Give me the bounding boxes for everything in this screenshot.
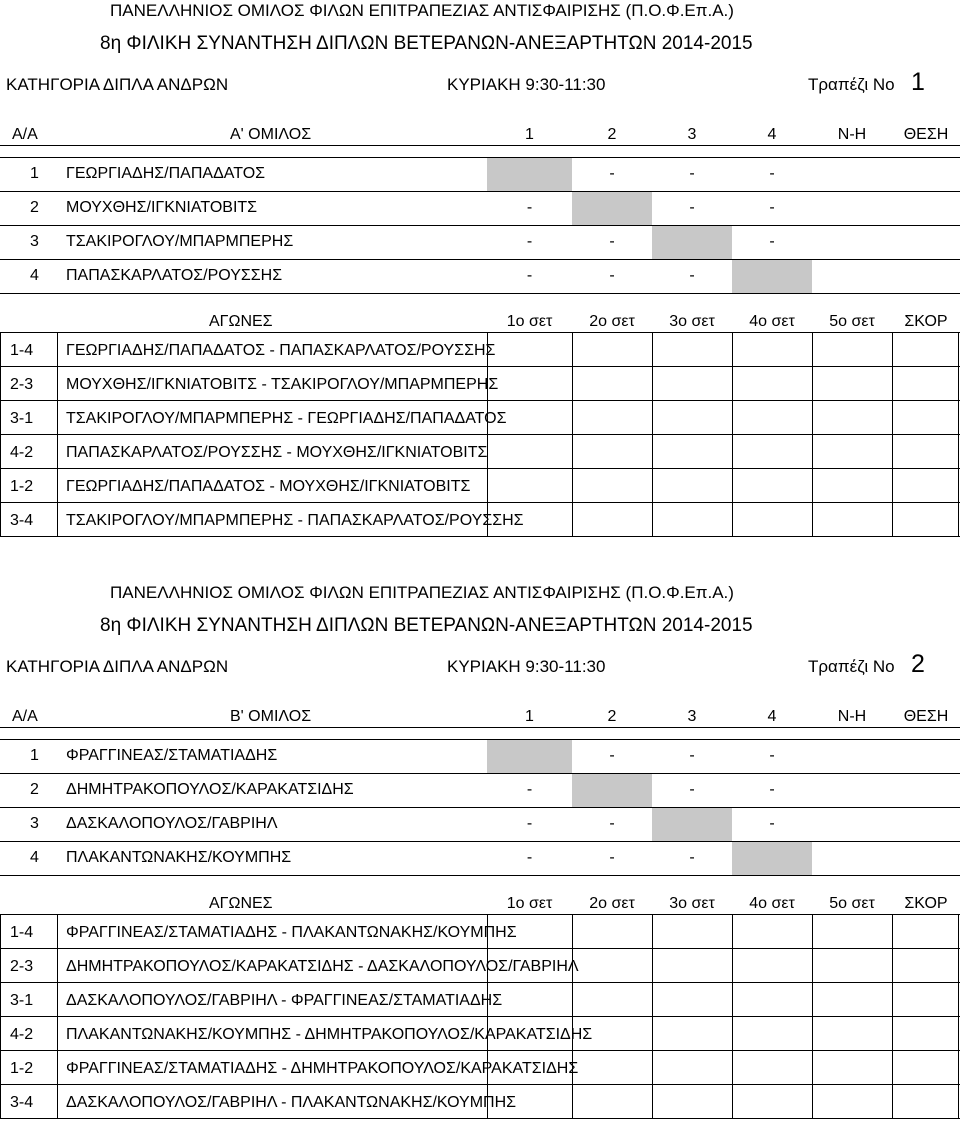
grid-line bbox=[958, 914, 959, 1118]
result-cell: - bbox=[526, 267, 533, 284]
grid-line bbox=[572, 914, 573, 1118]
grid-line bbox=[0, 948, 960, 949]
col-header-c1: 1 bbox=[525, 708, 534, 725]
match-pair: 2-3 bbox=[10, 376, 34, 393]
team-number: 4 bbox=[30, 849, 39, 866]
grid-line bbox=[0, 807, 960, 808]
grid-line bbox=[0, 1084, 960, 1085]
team-name: ΔΑΣΚΑΛΟΠΟΥΛΟΣ/ΓΑΒΡΙΗΛ bbox=[66, 815, 278, 832]
grid-line bbox=[0, 293, 960, 294]
result-cell: - bbox=[769, 781, 775, 798]
self-match-cell bbox=[732, 259, 812, 293]
set-header-score: ΣΚΟΡ bbox=[904, 895, 948, 912]
table-label: Τραπέζι Νο bbox=[808, 657, 895, 676]
grid-line bbox=[812, 914, 813, 1118]
grid-line bbox=[57, 332, 58, 536]
time-label: ΚΥΡΙΑΚΗ 9:30-11:30 bbox=[447, 657, 606, 676]
col-header-pos: ΘΕΣΗ bbox=[903, 126, 949, 143]
matches-header-underline bbox=[0, 914, 960, 915]
result-cell: - bbox=[609, 815, 615, 832]
team-number: 3 bbox=[30, 815, 39, 832]
header-underline bbox=[0, 145, 960, 146]
match-teams: ΦΡΑΓΓΙΝΕΑΣ/ΣΤΑΜΑΤΙΑΔΗΣ - ΔΗΜΗΤΡΑΚΟΠΟΥΛΟΣ/ΚΑΡΑΚΑΤΣΙΔΗΣ bbox=[66, 1060, 579, 1077]
grid-line bbox=[0, 536, 960, 537]
grid-line bbox=[0, 1016, 960, 1017]
match-teams: ΔΗΜΗΤΡΑΚΟΠΟΥΛΟΣ/ΚΑΡΑΚΑΤΣΙΔΗΣ - ΔΑΣΚΑΛΟΠΟΥΛΟΣ/ΓΑΒΡΙΗΛ bbox=[66, 958, 579, 975]
col-header-pos: ΘΕΣΗ bbox=[903, 708, 949, 725]
organization-title: ΠΑΝΕΛΛΗΝΙΟΣ ΟΜΙΛΟΣ ΦΙΛΩΝ ΕΠΙΤΡΑΠΕΖΙΑΣ ΑΝΤΙΣΦΑΙΡΙΣΗΣ (Π.Ο.Φ.Επ.Α.) bbox=[110, 1, 734, 20]
result-cell: - bbox=[526, 781, 533, 798]
grid-line bbox=[892, 332, 893, 536]
matches-header-underline bbox=[0, 332, 960, 333]
col-header-c4: 4 bbox=[767, 708, 777, 725]
result-cell: - bbox=[609, 165, 615, 182]
result-cell: - bbox=[526, 233, 533, 250]
match-pair: 2-3 bbox=[10, 958, 34, 975]
team-number: 1 bbox=[30, 747, 39, 764]
self-match-cell bbox=[572, 773, 652, 807]
grid-line bbox=[57, 914, 58, 1118]
time-label: ΚΥΡΙΑΚΗ 9:30-11:30 bbox=[447, 75, 606, 94]
result-cell: - bbox=[609, 747, 615, 764]
set-header-s4: 4ο σετ bbox=[749, 313, 795, 330]
grid-line bbox=[0, 400, 960, 401]
grid-line bbox=[958, 332, 959, 536]
table-number: 1 bbox=[911, 68, 925, 96]
col-header-nh: Ν-Η bbox=[837, 126, 867, 143]
match-teams: ΜΟΥΧΘΗΣ/ΙΓΚΝΙΑΤΟΒΙΤΣ - ΤΣΑΚΙΡΟΓΛΟΥ/ΜΠΑΡΜΠΕΡΗΣ bbox=[66, 376, 499, 393]
organization-title: ΠΑΝΕΛΛΗΝΙΟΣ ΟΜΙΛΟΣ ΦΙΛΩΝ ΕΠΙΤΡΑΠΕΖΙΑΣ ΑΝΤΙΣΦΑΙΡΙΣΗΣ (Π.Ο.Φ.Επ.Α.) bbox=[110, 583, 734, 602]
match-teams: ΠΑΠΑΣΚΑΡΛΑΤΟΣ/ΡΟΥΣΣΗΣ - ΜΟΥΧΘΗΣ/ΙΓΚΝΙΑΤΟΒΙΤΣ bbox=[66, 444, 488, 461]
result-cell: - bbox=[689, 849, 695, 866]
match-teams: ΠΛΑΚΑΝΤΩΝΑΚΗΣ/ΚΟΥΜΠΗΣ - ΔΗΜΗΤΡΑΚΟΠΟΥΛΟΣ/ΚΑΡΑΚΑΤΣΙΔΗΣ bbox=[66, 1026, 593, 1043]
set-header-s1: 1ο σετ bbox=[506, 313, 553, 330]
result-cell: - bbox=[769, 815, 775, 832]
result-cell: - bbox=[769, 747, 775, 764]
match-teams: ΦΡΑΓΓΙΝΕΑΣ/ΣΤΑΜΑΤΙΑΔΗΣ - ΠΛΑΚΑΝΤΩΝΑΚΗΣ/ΚΟΥΜΠΗΣ bbox=[66, 924, 517, 941]
col-header-nh: Ν-Η bbox=[837, 708, 867, 725]
self-match-cell bbox=[652, 807, 732, 841]
grid-line bbox=[0, 982, 960, 983]
result-cell: - bbox=[609, 233, 615, 250]
result-cell: - bbox=[689, 165, 695, 182]
grid-line bbox=[0, 841, 960, 842]
self-match-cell bbox=[487, 157, 572, 191]
team-name: ΓΕΩΡΓΙΑΔΗΣ/ΠΑΠΑΔΑΤΟΣ bbox=[66, 165, 266, 182]
event-title: 8η ΦΙΛΙΚΗ ΣΥΝΑΝΤΗΣΗ ΔΙΠΛΩΝ ΒΕΤΕΡΑΝΩΝ-ΑΝΕΞΑΡΤΗΤΩΝ 2014-2015 bbox=[100, 33, 753, 54]
set-header-s3: 3ο σετ bbox=[669, 313, 715, 330]
tournament-sheet-2 bbox=[0, 582, 960, 1132]
match-pair: 4-2 bbox=[10, 444, 34, 461]
grid-line bbox=[0, 875, 960, 876]
grid-line bbox=[0, 1118, 960, 1119]
match-pair: 3-4 bbox=[10, 1094, 34, 1111]
grid-line bbox=[652, 332, 653, 536]
set-header-s1: 1ο σετ bbox=[506, 895, 553, 912]
col-header-c4: 4 bbox=[767, 126, 777, 143]
header-underline bbox=[0, 727, 960, 728]
match-pair: 3-1 bbox=[10, 992, 34, 1009]
grid-line bbox=[732, 332, 733, 536]
team-number: 3 bbox=[30, 233, 39, 250]
set-header-score: ΣΚΟΡ bbox=[904, 313, 948, 330]
grid-line bbox=[652, 914, 653, 1118]
grid-line bbox=[0, 157, 960, 158]
col-header-aa: Α/Α bbox=[12, 126, 38, 143]
match-pair: 1-4 bbox=[10, 342, 34, 359]
grid-line bbox=[0, 468, 960, 469]
result-cell: - bbox=[689, 781, 695, 798]
grid-line bbox=[0, 502, 960, 503]
team-name: ΜΟΥΧΘΗΣ/ΙΓΚΝΙΑΤΟΒΙΤΣ bbox=[66, 199, 258, 216]
grid-line bbox=[0, 434, 960, 435]
result-cell: - bbox=[689, 199, 695, 216]
col-header-c1: 1 bbox=[525, 126, 534, 143]
set-header-s2: 2ο σετ bbox=[589, 313, 635, 330]
col-header-c3: 3 bbox=[687, 708, 697, 725]
grid-line bbox=[0, 1050, 960, 1051]
event-title: 8η ΦΙΛΙΚΗ ΣΥΝΑΝΤΗΣΗ ΔΙΠΛΩΝ ΒΕΤΕΡΑΝΩΝ-ΑΝΕΞΑΡΤΗΤΩΝ 2014-2015 bbox=[100, 615, 753, 636]
matches-title: ΑΓΩΝΕΣ bbox=[209, 313, 273, 330]
match-pair: 3-1 bbox=[10, 410, 34, 427]
match-teams: ΔΑΣΚΑΛΟΠΟΥΛΟΣ/ΓΑΒΡΙΗΛ - ΦΡΑΓΓΙΝΕΑΣ/ΣΤΑΜΑΤΙΑΔΗΣ bbox=[66, 992, 503, 1009]
col-header-c3: 3 bbox=[687, 126, 697, 143]
grid-line bbox=[0, 773, 960, 774]
table-number: 2 bbox=[911, 650, 925, 678]
grid-line bbox=[0, 191, 960, 192]
tournament-sheet-1 bbox=[0, 0, 960, 550]
result-cell: - bbox=[526, 849, 533, 866]
match-pair: 4-2 bbox=[10, 1026, 34, 1043]
grid-line bbox=[0, 259, 960, 260]
match-teams: ΓΕΩΡΓΙΑΔΗΣ/ΠΑΠΑΔΑΤΟΣ - ΠΑΠΑΣΚΑΡΛΑΤΟΣ/ΡΟΥΣΣΗΣ bbox=[66, 342, 496, 359]
set-header-s2: 2ο σετ bbox=[589, 895, 635, 912]
grid-line bbox=[812, 332, 813, 536]
grid-line bbox=[732, 914, 733, 1118]
match-teams: ΓΕΩΡΓΙΑΔΗΣ/ΠΑΠΑΔΑΤΟΣ - ΜΟΥΧΘΗΣ/ΙΓΚΝΙΑΤΟΒΙΤΣ bbox=[66, 478, 471, 495]
self-match-cell bbox=[572, 191, 652, 225]
grid-line bbox=[0, 332, 1, 536]
grid-line bbox=[487, 332, 488, 536]
grid-line bbox=[0, 225, 960, 226]
result-cell: - bbox=[769, 165, 775, 182]
result-cell: - bbox=[689, 267, 695, 284]
set-header-s5: 5ο σετ bbox=[829, 895, 875, 912]
grid-line bbox=[0, 739, 960, 740]
grid-line bbox=[0, 366, 960, 367]
self-match-cell bbox=[732, 841, 812, 875]
table-label: Τραπέζι Νο bbox=[808, 75, 895, 94]
result-cell: - bbox=[769, 199, 775, 216]
team-number: 1 bbox=[30, 165, 39, 182]
match-teams: ΤΣΑΚΙΡΟΓΛΟΥ/ΜΠΑΡΜΠΕΡΗΣ - ΠΑΠΑΣΚΑΡΛΑΤΟΣ/ΡΟΥΣΣΗΣ bbox=[66, 512, 524, 529]
group-name: Β' ΟΜΙΛΟΣ bbox=[230, 708, 312, 725]
team-name: ΠΛΑΚΑΝΤΩΝΑΚΗΣ/ΚΟΥΜΠΗΣ bbox=[66, 849, 292, 866]
grid-line bbox=[892, 914, 893, 1118]
result-cell: - bbox=[769, 233, 775, 250]
result-cell: - bbox=[526, 199, 533, 216]
col-header-c2: 2 bbox=[607, 126, 617, 143]
team-number: 2 bbox=[30, 199, 39, 216]
result-cell: - bbox=[609, 849, 615, 866]
set-header-s3: 3ο σετ bbox=[669, 895, 715, 912]
self-match-cell bbox=[652, 225, 732, 259]
result-cell: - bbox=[609, 267, 615, 284]
category-label: ΚΑΤΗΓΟΡΙΑ ΔΙΠΛΑ ΑΝΔΡΩΝ bbox=[6, 75, 229, 94]
set-header-s5: 5ο σετ bbox=[829, 313, 875, 330]
match-pair: 1-2 bbox=[10, 478, 34, 495]
grid-line bbox=[487, 914, 488, 1118]
match-teams: ΔΑΣΚΑΛΟΠΟΥΛΟΣ/ΓΑΒΡΙΗΛ - ΠΛΑΚΑΝΤΩΝΑΚΗΣ/ΚΟΥΜΠΗΣ bbox=[66, 1094, 517, 1111]
self-match-cell bbox=[487, 739, 572, 773]
grid-line bbox=[0, 914, 1, 1118]
col-header-c2: 2 bbox=[607, 708, 617, 725]
team-number: 2 bbox=[30, 781, 39, 798]
match-pair: 1-2 bbox=[10, 1060, 34, 1077]
team-name: ΠΑΠΑΣΚΑΡΛΑΤΟΣ/ΡΟΥΣΣΗΣ bbox=[66, 267, 283, 284]
col-header-aa: Α/Α bbox=[12, 708, 38, 725]
match-teams: ΤΣΑΚΙΡΟΓΛΟΥ/ΜΠΑΡΜΠΕΡΗΣ - ΓΕΩΡΓΙΑΔΗΣ/ΠΑΠΑΔΑΤΟΣ bbox=[66, 410, 507, 427]
team-name: ΔΗΜΗΤΡΑΚΟΠΟΥΛΟΣ/ΚΑΡΑΚΑΤΣΙΔΗΣ bbox=[66, 781, 354, 798]
group-name: Α' ΟΜΙΛΟΣ bbox=[230, 126, 312, 143]
category-label: ΚΑΤΗΓΟΡΙΑ ΔΙΠΛΑ ΑΝΔΡΩΝ bbox=[6, 657, 229, 676]
result-cell: - bbox=[526, 815, 533, 832]
result-cell: - bbox=[689, 747, 695, 764]
grid-line bbox=[572, 332, 573, 536]
team-name: ΤΣΑΚΙΡΟΓΛΟΥ/ΜΠΑΡΜΠΕΡΗΣ bbox=[66, 233, 294, 250]
match-pair: 3-4 bbox=[10, 512, 34, 529]
team-number: 4 bbox=[30, 267, 39, 284]
team-name: ΦΡΑΓΓΙΝΕΑΣ/ΣΤΑΜΑΤΙΑΔΗΣ bbox=[66, 747, 278, 764]
match-pair: 1-4 bbox=[10, 924, 34, 941]
set-header-s4: 4ο σετ bbox=[749, 895, 795, 912]
matches-title: ΑΓΩΝΕΣ bbox=[209, 895, 273, 912]
